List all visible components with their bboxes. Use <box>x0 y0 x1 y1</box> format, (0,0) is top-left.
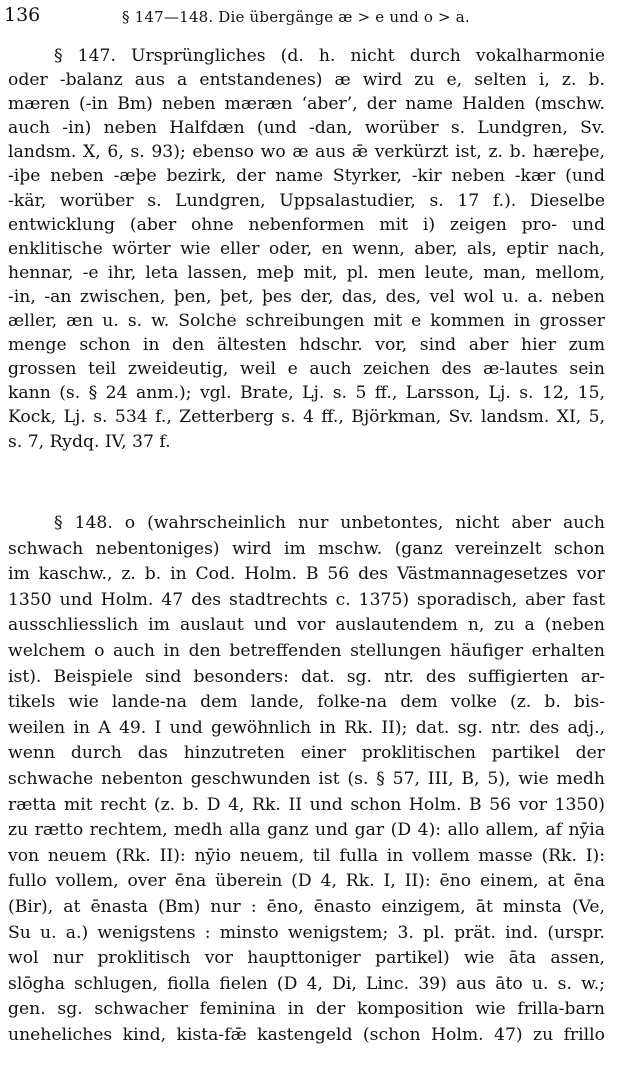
text-line: -kär, worüber s. Lundgren, Uppsalastudier, s. 17 f.). Dieselbe <box>8 190 605 211</box>
text-line: uneheliches kind, kista-fǣ kastengeld (schon Holm. 47) zu frillo <box>8 1024 605 1045</box>
text-line: Su u. a.) wenigstens : minsto wenigstem; 3. pl. prät. ind. (urspr. <box>8 922 605 943</box>
text-line: weilen in A 49. I und gewöhnlich in Rk. II); dat. sg. ntr. des adj., <box>8 717 605 738</box>
text-line: rætta mit recht (z. b. D 4, Rk. II und schon Holm. B 56 vor 1350) <box>8 794 605 815</box>
text-line: von neuem (Rk. II): nȳio neuem, til fulla in vollem masse (Rk. I): <box>8 845 605 866</box>
text-line: entwicklung (aber ohne nebenformen mit i) zeigen pro- und <box>8 214 605 235</box>
page-number: 136 <box>4 4 41 26</box>
text-line: menge schon in den ältesten hdschr. vor, sind aber hier zum <box>8 335 605 356</box>
text-line: ausschliesslich im auslaut und vor auslautendem n, zu a (neben <box>8 615 605 636</box>
paragraph-147 <box>8 44 605 454</box>
paragraph-148 <box>8 511 605 1048</box>
text-line: § 148. o (wahrscheinlich nur unbetontes, nicht aber auch <box>54 513 605 533</box>
text-line: enklitische wörter wie eller oder, en wenn, aber, als, eptir nach, <box>8 238 605 259</box>
text-line: slōgha schlugen, fiolla fielen (D 4, Di, Linc. 39) aus āto u. s. w.; <box>8 973 605 994</box>
text-line: æller, æn u. s. w. Solche schreibungen mit e kommen in grosser <box>8 311 605 332</box>
running-head <box>4 4 611 30</box>
text-line: (Bir), at ēnasta (Bm) nur : ēno, ēnasto einzigem, āt minsta (Ve, <box>8 896 605 917</box>
text-line: schwach nebentoniges) wird im mschw. (ganz vereinzelt schon <box>8 538 605 559</box>
text-line: oder -balanz aus a entstandenes) æ wird zu e, selten i, z. b. <box>8 70 605 91</box>
text-line: auch -in) neben Halfdæn (und -dan, worüber s. Lundgren, Sv. <box>8 118 605 139</box>
text-line: gen. sg. schwacher feminina in der komposition wie frilla-barn <box>8 999 605 1020</box>
text-line: hennar, -e ihr, leta lassen, meþ mit, pl. men leute, man, mellom, <box>8 262 605 283</box>
text-line: s. 7, Rydq. IV, 37 f. <box>8 431 171 452</box>
text-line: mæren (-in Bm) neben mæræn ‘aber’, der name Halden (mschw. <box>8 94 605 115</box>
text-line: grossen teil zweideutig, weil e auch zeichen des æ-lautes sein <box>8 359 605 380</box>
text-line: Kock, Lj. s. 534 f., Zetterberg s. 4 ff., Björkman, Sv. landsm. XI, 5, <box>8 407 605 428</box>
text-line: im kaschw., z. b. in Cod. Holm. B 56 des Västmannagesetzes vor <box>8 564 605 585</box>
text-line: zu rætto rechtem, medh alla ganz und gar (D 4): allo allem, af nȳia <box>8 820 605 841</box>
text-line: tikels wie lande-na dem lande, folke-na dem volke (z. b. bis- <box>8 692 605 713</box>
text-line: ist). Beispiele sind besonders: dat. sg. ntr. des suffigierten ar- <box>8 666 605 687</box>
text-line: wenn durch das hinzutreten einer proklitischen partikel der <box>8 743 605 764</box>
text-line: wol nur proklitisch vor haupttoniger partikel) wie āta assen, <box>8 948 605 969</box>
text-line: -iþe neben -æþe bezirk, der name Styrker, -kir neben -kær (und <box>8 166 605 187</box>
text-line: 1350 und Holm. 47 des stadtrechts c. 1375) sporadisch, aber fast <box>8 589 605 610</box>
text-line: fullo vollem, over ēna überein (D 4, Rk. I, II): ēno einem, at ēna <box>8 871 605 892</box>
text-line: landsm. X, 6, s. 93); ebenso wo æ aus ǣ verkürzt ist, z. b. hæreþe, <box>8 142 605 163</box>
text-line: schwache nebenton geschwunden ist (s. § 57, III, B, 5), wie medh <box>8 768 605 789</box>
text-line: welchem o auch in den betreffenden stellungen häufiger erhalten <box>8 640 605 661</box>
text-line: kann (s. § 24 anm.); vgl. Brate, Lj. s. 5 ff., Larsson, Lj. s. 12, 15, <box>8 383 605 404</box>
running-title: § 147—148. Die übergänge æ > e und o > a. <box>122 8 470 26</box>
text-line: § 147. Ursprüngliches (d. h. nicht durch vokalharmonie <box>54 46 605 66</box>
text-line: -in, -an zwischen, þen, þet, þes der, das, des, vel wol u. a. neben <box>8 286 605 307</box>
